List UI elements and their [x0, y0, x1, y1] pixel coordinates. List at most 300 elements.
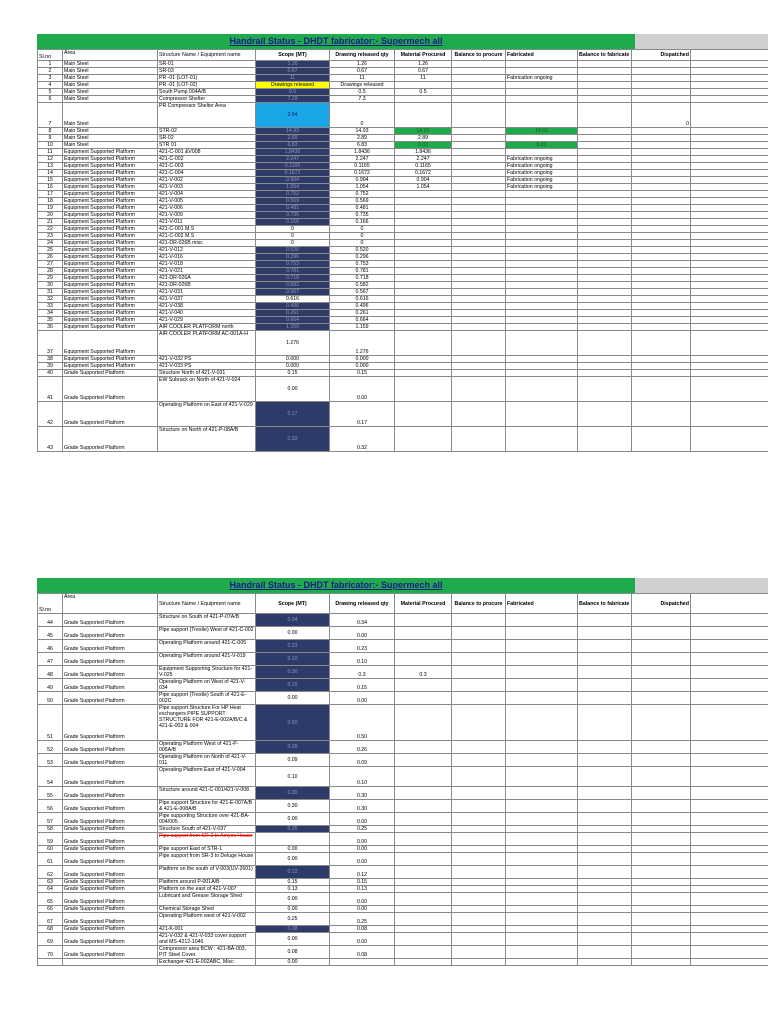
balance-fabricate-cell [578, 853, 632, 866]
material-procured-cell: 0.1672 [395, 170, 452, 177]
table-row [38, 156, 768, 163]
structure-name-cell: 421-V-005 [158, 198, 256, 205]
table-row [38, 402, 768, 427]
balance-fabricate-cell [578, 679, 632, 692]
area-cell: Equipment Supported Platform [63, 156, 158, 163]
scope-cell: 0.166 [256, 219, 330, 226]
dispatched-cell [632, 946, 691, 959]
material-procured-cell: 0.904 [395, 177, 452, 184]
fabricated-cell [506, 679, 578, 692]
sl-no-cell: 14 [38, 170, 63, 177]
extra-cell [691, 767, 768, 787]
balance-fabricate-cell [578, 275, 632, 282]
scope-cell: 6.83 [256, 142, 330, 149]
dispatched-cell [632, 363, 691, 370]
fabricated-cell: Fabrication ongoing [506, 156, 578, 163]
balance-fabricate-cell [578, 184, 632, 191]
extra-cell [691, 282, 768, 289]
fabricated-cell: Fabrication ongoing [506, 170, 578, 177]
drawing-released-cell: 0.08 [330, 946, 395, 959]
fabricated-cell [506, 303, 578, 310]
balance-fabricate-cell [578, 893, 632, 906]
dispatched-cell [632, 787, 691, 800]
dispatched-cell [632, 212, 691, 219]
material-procured-cell [395, 296, 452, 303]
balance-fabricate-cell [578, 402, 632, 427]
sl-no-cell: 53 [38, 754, 63, 767]
scope-cell: 0.26 [256, 741, 330, 754]
scope-cell: Drawings released [256, 82, 330, 89]
drawing-released-cell: 0.12 [330, 866, 395, 879]
dispatched-cell [632, 75, 691, 82]
balance-fabricate-cell [578, 692, 632, 705]
fabricated-cell [506, 959, 578, 966]
extra-cell [691, 959, 768, 966]
table-row [38, 893, 768, 906]
material-procured-cell [395, 679, 452, 692]
area-cell: Grade Supported Platform [63, 913, 158, 926]
area-cell: Equipment Supported Platform [63, 219, 158, 226]
extra-cell [691, 640, 768, 653]
fabricated-cell [506, 191, 578, 198]
dispatched-cell [632, 866, 691, 879]
material-procured-cell [395, 614, 452, 627]
table-row [38, 866, 768, 879]
fabricated-cell [506, 205, 578, 212]
structure-name-cell: Structure South of 421-V-037 [158, 826, 256, 833]
sl-no-cell: 37 [38, 331, 63, 356]
sl-no-cell: 16 [38, 184, 63, 191]
area-cell: Grade Supported Platform [63, 705, 158, 741]
sl-no-cell: 36 [38, 324, 63, 331]
balance-fabricate-cell [578, 212, 632, 219]
area-cell: Grade Supported Platform [63, 846, 158, 853]
balance-procure-cell [452, 163, 506, 170]
scope-cell: 0.15 [256, 679, 330, 692]
balance-fabricate-cell [578, 156, 632, 163]
title-filler [635, 34, 768, 49]
sl-no-cell: 18 [38, 198, 63, 205]
structure-name-cell: Operating Platform on East of 421-V-029 [158, 402, 256, 427]
col-dispatched: Dispatched [632, 594, 691, 614]
fabricated-cell [506, 226, 578, 233]
balance-procure-cell [452, 846, 506, 853]
scope-cell: 0 [256, 226, 330, 233]
material-procured-cell [395, 191, 452, 198]
sl-no-cell: 59 [38, 833, 63, 846]
drawing-released-cell: 0.15 [330, 679, 395, 692]
drawing-released-cell: 14.93 [330, 128, 395, 135]
fabricated-cell [506, 135, 578, 142]
drawing-released-cell: 0.09 [330, 754, 395, 767]
sl-no-cell: 34 [38, 310, 63, 317]
drawing-released-cell: 0.15 [330, 879, 395, 886]
structure-name-cell: 421-DR-026B misc [158, 240, 256, 247]
balance-fabricate-cell [578, 261, 632, 268]
fabricated-cell [506, 61, 578, 68]
table-row [38, 75, 768, 82]
table-row [38, 879, 768, 886]
dispatched-cell [632, 356, 691, 363]
fabricated-cell [506, 212, 578, 219]
balance-fabricate-cell [578, 198, 632, 205]
extra-cell [691, 191, 768, 198]
fabricated-cell: Fabrication ongoing [506, 75, 578, 82]
fabricated-cell [506, 926, 578, 933]
fabricated-cell [506, 377, 578, 402]
sl-no-cell: 1 [38, 61, 63, 68]
extra-cell [691, 254, 768, 261]
scope-cell: 0.10 [256, 653, 330, 666]
scope-cell: 0.1672 [256, 170, 330, 177]
drawing-released-cell: 7.3 [330, 96, 395, 103]
material-procured-cell [395, 96, 452, 103]
fabricated-cell [506, 254, 578, 261]
extra-cell [691, 310, 768, 317]
table-row [38, 233, 768, 240]
dispatched-cell [632, 219, 691, 226]
dispatched-cell [632, 893, 691, 906]
fabricated-cell [506, 198, 578, 205]
extra-cell [691, 402, 768, 427]
scope-cell: 0.67 [256, 68, 330, 75]
balance-fabricate-cell [578, 135, 632, 142]
scope-cell: 1.054 [256, 184, 330, 191]
balance-fabricate-cell [578, 933, 632, 946]
material-procured-cell [395, 356, 452, 363]
fabricated-cell [506, 741, 578, 754]
header-row [38, 50, 768, 61]
balance-procure-cell [452, 61, 506, 68]
structure-name-cell: STR 01 [158, 142, 256, 149]
extra-cell [691, 247, 768, 254]
structure-name-cell: 421-V-021 [158, 268, 256, 275]
extra-cell [691, 96, 768, 103]
material-procured-cell: 1.26 [395, 61, 452, 68]
material-procured-cell [395, 198, 452, 205]
sl-no-cell: 26 [38, 254, 63, 261]
fabricated-cell [506, 692, 578, 705]
scope-cell: 0.15 [256, 370, 330, 377]
material-procured-cell [395, 103, 452, 128]
balance-fabricate-cell [578, 103, 632, 128]
extra-cell [691, 296, 768, 303]
fabricated-cell [506, 370, 578, 377]
extra-cell [691, 846, 768, 853]
dispatched-cell [632, 692, 691, 705]
material-procured-cell [395, 226, 452, 233]
sl-no-cell: 30 [38, 282, 63, 289]
col-balance-procure: Balance to procure [452, 50, 506, 61]
area-cell: Grade Supported Platform [63, 813, 158, 826]
area-cell: Equipment Supported Platform [63, 331, 158, 356]
dispatched-cell [632, 377, 691, 402]
balance-procure-cell [452, 906, 506, 913]
drawing-released-cell: 0.30 [330, 800, 395, 813]
balance-fabricate-cell [578, 82, 632, 89]
drawing-released-cell: 0.50 [330, 705, 395, 741]
structure-name-cell: 421-V-009 [158, 212, 256, 219]
balance-procure-cell [452, 679, 506, 692]
dispatched-cell [632, 402, 691, 427]
sl-no-cell: 17 [38, 191, 63, 198]
scope-cell [256, 833, 330, 846]
balance-procure-cell [452, 787, 506, 800]
balance-procure-cell [452, 692, 506, 705]
scope-cell: 0.09 [256, 754, 330, 767]
fabricated-cell [506, 310, 578, 317]
table-row [38, 89, 768, 96]
scope-cell: 11 [256, 75, 330, 82]
balance-fabricate-cell [578, 89, 632, 96]
material-procured-cell [395, 946, 452, 959]
col-extra [691, 50, 768, 61]
drawing-released-cell: 0.664 [330, 317, 395, 324]
fabricated-cell [506, 640, 578, 653]
table-row [38, 853, 768, 866]
structure-name-cell: Pipe supporting Structure over 421-BA-004/005 [158, 813, 256, 826]
table-row [38, 226, 768, 233]
material-procured-cell [395, 205, 452, 212]
scope-cell: 1.26 [256, 61, 330, 68]
balance-procure-cell [452, 282, 506, 289]
table-row [38, 96, 768, 103]
balance-fabricate-cell [578, 640, 632, 653]
structure-name-cell: Pipe support (Trestle) South of 421-E-002C [158, 692, 256, 705]
drawing-released-cell: 0.67 [330, 68, 395, 75]
scope-cell: 0.5 [256, 89, 330, 96]
balance-procure-cell [452, 946, 506, 959]
material-procured-cell [395, 826, 452, 833]
drawing-released-cell: 2.89 [330, 135, 395, 142]
balance-procure-cell [452, 933, 506, 946]
dispatched-cell [632, 198, 691, 205]
material-procured-cell [395, 933, 452, 946]
extra-cell [691, 149, 768, 156]
dispatched-cell [632, 149, 691, 156]
drawing-released-cell: 0.30 [330, 787, 395, 800]
extra-cell [691, 205, 768, 212]
balance-procure-cell [452, 96, 506, 103]
structure-name-cell: 421-V-033 PS [158, 363, 256, 370]
structure-name-cell: Exchanger 421-E-002ABC, Misc [158, 959, 256, 966]
sl-no-cell: 10 [38, 142, 63, 149]
fabricated-cell [506, 240, 578, 247]
table-row [38, 170, 768, 177]
structure-name-cell: AIR COOLER PLATFORM AC-001A-H [158, 331, 256, 356]
table-row [38, 692, 768, 705]
balance-procure-cell [452, 89, 506, 96]
material-procured-cell [395, 846, 452, 853]
sl-no-cell: 49 [38, 679, 63, 692]
fabricated-cell [506, 103, 578, 128]
area-cell: Grade Supported Platform [63, 866, 158, 879]
drawing-released-cell: 0.616 [330, 296, 395, 303]
balance-procure-cell [452, 226, 506, 233]
balance-procure-cell [452, 614, 506, 627]
scope-cell: 0.00 [256, 933, 330, 946]
extra-cell [691, 61, 768, 68]
balance-procure-cell [452, 893, 506, 906]
dispatched-cell [632, 282, 691, 289]
balance-fabricate-cell [578, 627, 632, 640]
balance-procure-cell [452, 128, 506, 135]
structure-name-cell: 421-C-001 M.S [158, 226, 256, 233]
material-procured-cell: 1.8436 [395, 149, 452, 156]
table-row [38, 913, 768, 926]
material-procured-cell [395, 692, 452, 705]
extra-cell [691, 103, 768, 128]
structure-name-cell: Operating Platform West of 421-P-005A/B [158, 741, 256, 754]
balance-procure-cell [452, 198, 506, 205]
drawing-released-cell: 11 [330, 75, 395, 82]
extra-cell [691, 289, 768, 296]
balance-procure-cell [452, 177, 506, 184]
structure-name-cell: 421-V-006 [158, 205, 256, 212]
structure-name-cell: Operating Platform East of 421-V-004 [158, 767, 256, 787]
structure-name-cell: 421-V-037 [158, 296, 256, 303]
sl-no-cell: 15 [38, 177, 63, 184]
dispatched-cell [632, 184, 691, 191]
extra-cell [691, 219, 768, 226]
material-procured-cell [395, 275, 452, 282]
balance-fabricate-cell [578, 254, 632, 261]
scope-cell: 0 [256, 233, 330, 240]
structure-name-cell: 421-C-002 M.S [158, 233, 256, 240]
extra-cell [691, 653, 768, 666]
sl-no-cell: 32 [38, 296, 63, 303]
sl-no-cell: 70 [38, 946, 63, 959]
structure-name-cell: 421-C-003 [158, 163, 256, 170]
fabricated-cell [506, 879, 578, 886]
balance-fabricate-cell [578, 226, 632, 233]
table-row [38, 61, 768, 68]
drawing-released-cell: 0.753 [330, 261, 395, 268]
material-procured-cell [395, 853, 452, 866]
dispatched-cell [632, 275, 691, 282]
fabricated-cell [506, 363, 578, 370]
material-procured-cell [395, 926, 452, 933]
material-procured-cell [395, 254, 452, 261]
structure-name-cell: 421-V-032 & 421-V-033 cover support and MS-4212-1046 [158, 933, 256, 946]
balance-fabricate-cell [578, 296, 632, 303]
drawing-released-cell: 1.159 [330, 324, 395, 331]
drawing-released-cell: 0.00 [330, 813, 395, 826]
scope-cell: 0.481 [256, 205, 330, 212]
fabricated-cell [506, 233, 578, 240]
scope-cell: 0.30 [256, 800, 330, 813]
structure-name-cell: Operating Platform around 421-C-005 [158, 640, 256, 653]
dispatched-cell [632, 96, 691, 103]
drawing-released-cell: 0.34 [330, 614, 395, 627]
col-slno: Sl.no [38, 50, 63, 61]
balance-procure-cell [452, 170, 506, 177]
balance-fabricate-cell [578, 142, 632, 149]
drawing-released-cell: 1.8436 [330, 149, 395, 156]
table-row [38, 754, 768, 767]
table-row [38, 142, 768, 149]
structure-name-cell: 421-V-011 [158, 219, 256, 226]
balance-fabricate-cell [578, 906, 632, 913]
table-row [38, 268, 768, 275]
sl-no-cell: 60 [38, 846, 63, 853]
drawing-released-cell: 0.15 [330, 370, 395, 377]
balance-procure-cell [452, 640, 506, 653]
sl-no-cell: 46 [38, 640, 63, 653]
drawing-released-cell: 0.904 [330, 177, 395, 184]
area-cell: Equipment Supported Platform [63, 363, 158, 370]
structure-name-cell: Operating Platform west of 421-V-002 [158, 913, 256, 926]
table-row [38, 741, 768, 754]
scope-cell: 0.496 [256, 303, 330, 310]
col-balance-fabricate: Balance to fabricate [578, 594, 632, 614]
area-cell: Equipment Supported Platform [63, 282, 158, 289]
dispatched-cell [632, 653, 691, 666]
table-row [38, 254, 768, 261]
balance-fabricate-cell [578, 303, 632, 310]
extra-cell [691, 666, 768, 679]
dispatched-cell [632, 61, 691, 68]
balance-procure-cell [452, 879, 506, 886]
balance-fabricate-cell [578, 289, 632, 296]
sl-no-cell: 57 [38, 813, 63, 826]
scope-cell: 14.93 [256, 128, 330, 135]
extra-cell [691, 156, 768, 163]
sl-no-cell: 35 [38, 317, 63, 324]
scope-cell: 1.8436 [256, 149, 330, 156]
balance-fabricate-cell [578, 946, 632, 959]
scope-cell: 0.12 [256, 866, 330, 879]
material-procured-cell [395, 289, 452, 296]
drawing-released-cell: 0.00 [330, 846, 395, 853]
balance-fabricate-cell [578, 233, 632, 240]
table-row [38, 886, 768, 893]
sl-no-cell: 48 [38, 666, 63, 679]
balance-fabricate-cell [578, 926, 632, 933]
fabricated-cell [506, 268, 578, 275]
balance-fabricate-cell [578, 310, 632, 317]
extra-cell [691, 893, 768, 906]
balance-fabricate-cell [578, 268, 632, 275]
balance-fabricate-cell [578, 741, 632, 754]
sl-no-cell: 28 [38, 268, 63, 275]
balance-procure-cell [452, 240, 506, 247]
extra-cell [691, 926, 768, 933]
scope-cell: 2.247 [256, 156, 330, 163]
drawing-released-cell: 1.26 [330, 61, 395, 68]
scope-cell: 0.08 [256, 926, 330, 933]
extra-cell [691, 226, 768, 233]
table-row [38, 282, 768, 289]
dispatched-cell [632, 170, 691, 177]
structure-name-cell: Platform around P-001A/B [158, 879, 256, 886]
dispatched-cell [632, 913, 691, 926]
balance-procure-cell [452, 212, 506, 219]
area-cell: Grade Supported Platform [63, 679, 158, 692]
scope-cell: 0.735 [256, 212, 330, 219]
scope-cell: 2.89 [256, 135, 330, 142]
drawing-released-cell: 0.261 [330, 310, 395, 317]
col-extra [691, 594, 768, 614]
extra-cell [691, 833, 768, 846]
sl-no-cell: 40 [38, 370, 63, 377]
fabricated-cell [506, 324, 578, 331]
material-procured-cell [395, 640, 452, 653]
balance-procure-cell [452, 149, 506, 156]
table-row [38, 184, 768, 191]
drawing-released-cell: 0.567 [330, 289, 395, 296]
scope-cell: 0.10 [256, 767, 330, 787]
